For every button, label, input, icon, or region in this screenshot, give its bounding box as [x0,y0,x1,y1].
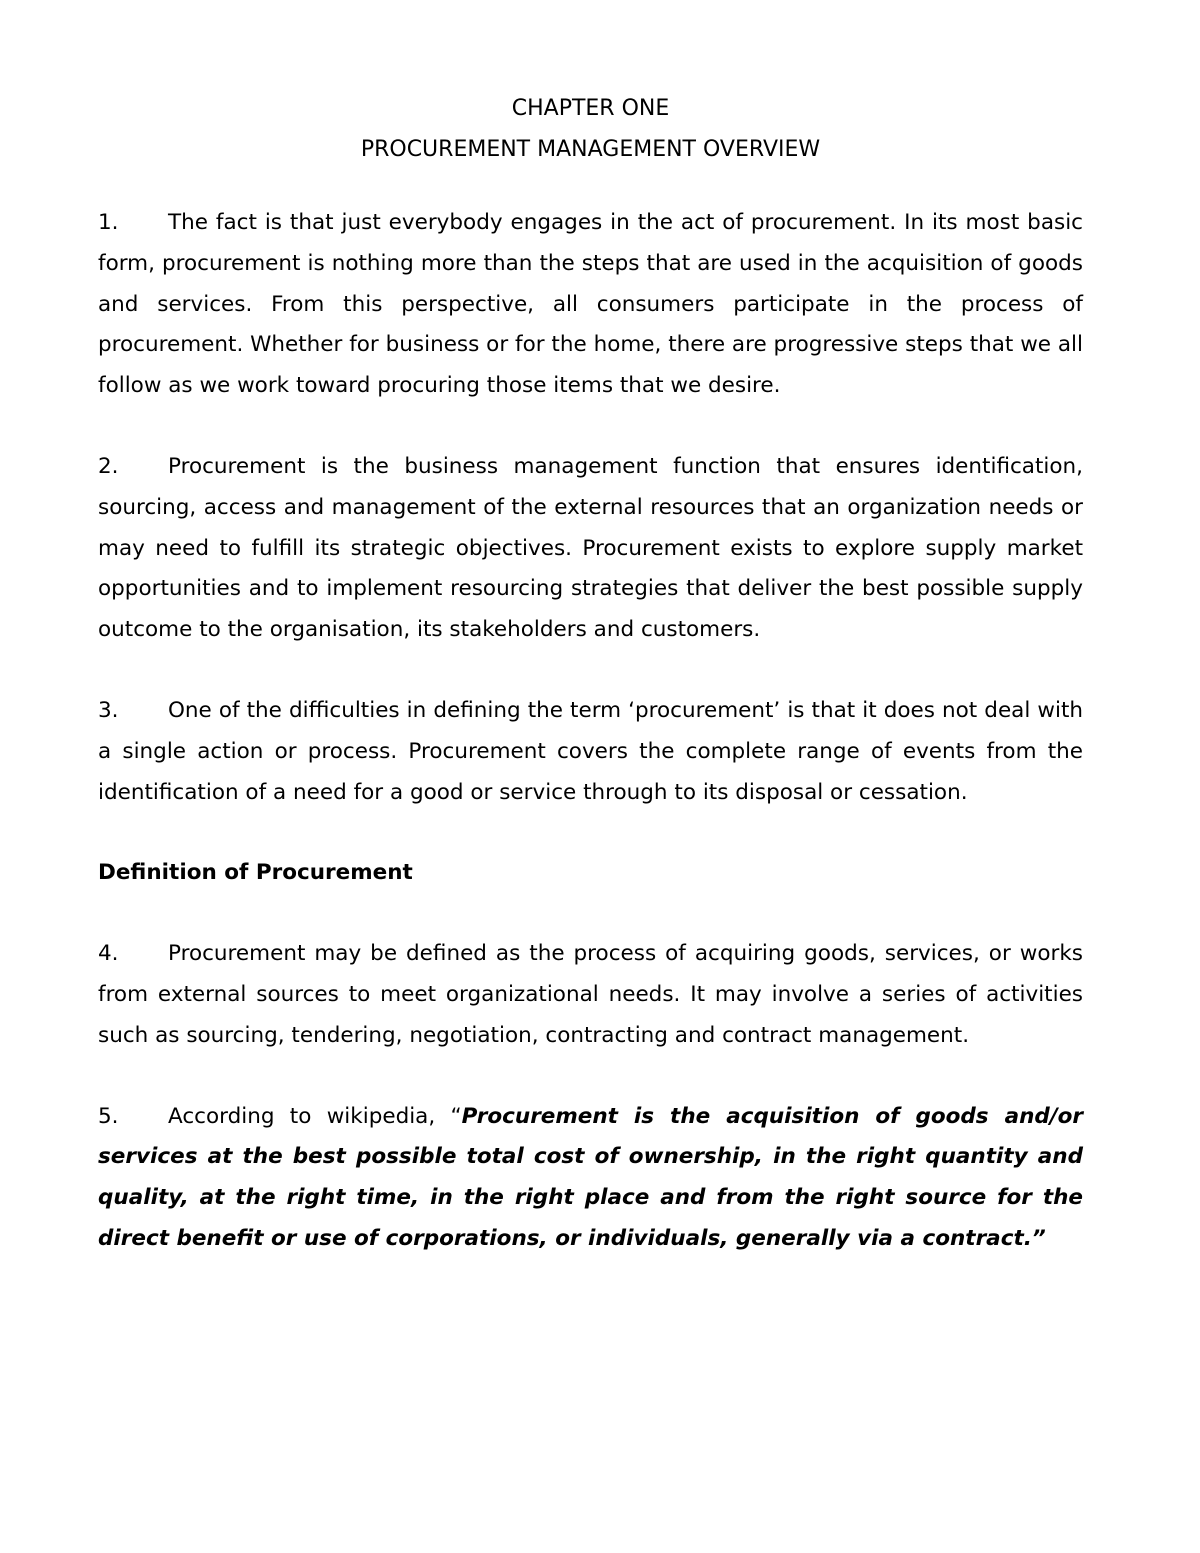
paragraph-text: Procurement may be defined as the process of acquiring goods, services, or works from external sources to meet organizational needs. It may involve a series of activities such as sourcing, tendering, negotiation, contracting and contract management. [98,941,1083,1048]
paragraph-2 [98,447,1083,651]
paragraph-1 [98,203,1083,407]
paragraph-text: One of the difficulties in defining the term ‘procurement’ is that it does not deal with a single action or process. Procurement covers the complete range of events from the identification of a need for a good or service through to its disposal or cessation. [98,697,1083,805]
chapter-label: CHAPTER ONE [511,96,670,121]
wikipedia-quote: Procurement is the acquisition of goods and/or services at the best possible total cost of ownership, in the right quantity and quality, at the right time, in the right place and from the right source for the direct benefit or use of corporations, or individuals, generally via a contract. [98,1103,1083,1251]
document-page [98,88,1083,1300]
paragraph-5 [98,1097,1083,1260]
paragraph-number: 2. [98,453,119,479]
paragraph-text: Procurement is the business management function that ensures identification, sourcing, access and management of the external resources that an organization needs or may need to fulfill its strategic objectives. Procurement exists to explore supply market opportunities and to implement resourcing strategies that deliver the best possible supply outcome to the organisation, its stakeholders and customers. [98,453,1083,643]
quote-intro: According to wikipedia, “ [168,1103,462,1129]
chapter-title-block [98,88,1083,170]
chapter-title: PROCUREMENT MANAGEMENT OVERVIEW [360,137,821,162]
section-heading: Definition of Procurement [98,860,413,886]
paragraph-text: The fact is that just everybody engages in the act of procurement. In its most basic form, procurement is nothing more than the steps that are used in the acquisition of goods and services. From this perspective, all consumers participate in the process of procurement. Whether for business or for the home, there are progressive steps that we all follow as we work toward procuring those items that we desire. [98,210,1083,399]
paragraph-4 [98,934,1083,1056]
paragraph-number: 3. [98,697,119,723]
paragraph-3 [98,691,1083,813]
paragraph-number: 1. [98,210,119,235]
quote-closing: ” [1031,1225,1046,1251]
paragraph-number: 5. [98,1103,119,1129]
paragraph-number: 4. [98,941,119,967]
